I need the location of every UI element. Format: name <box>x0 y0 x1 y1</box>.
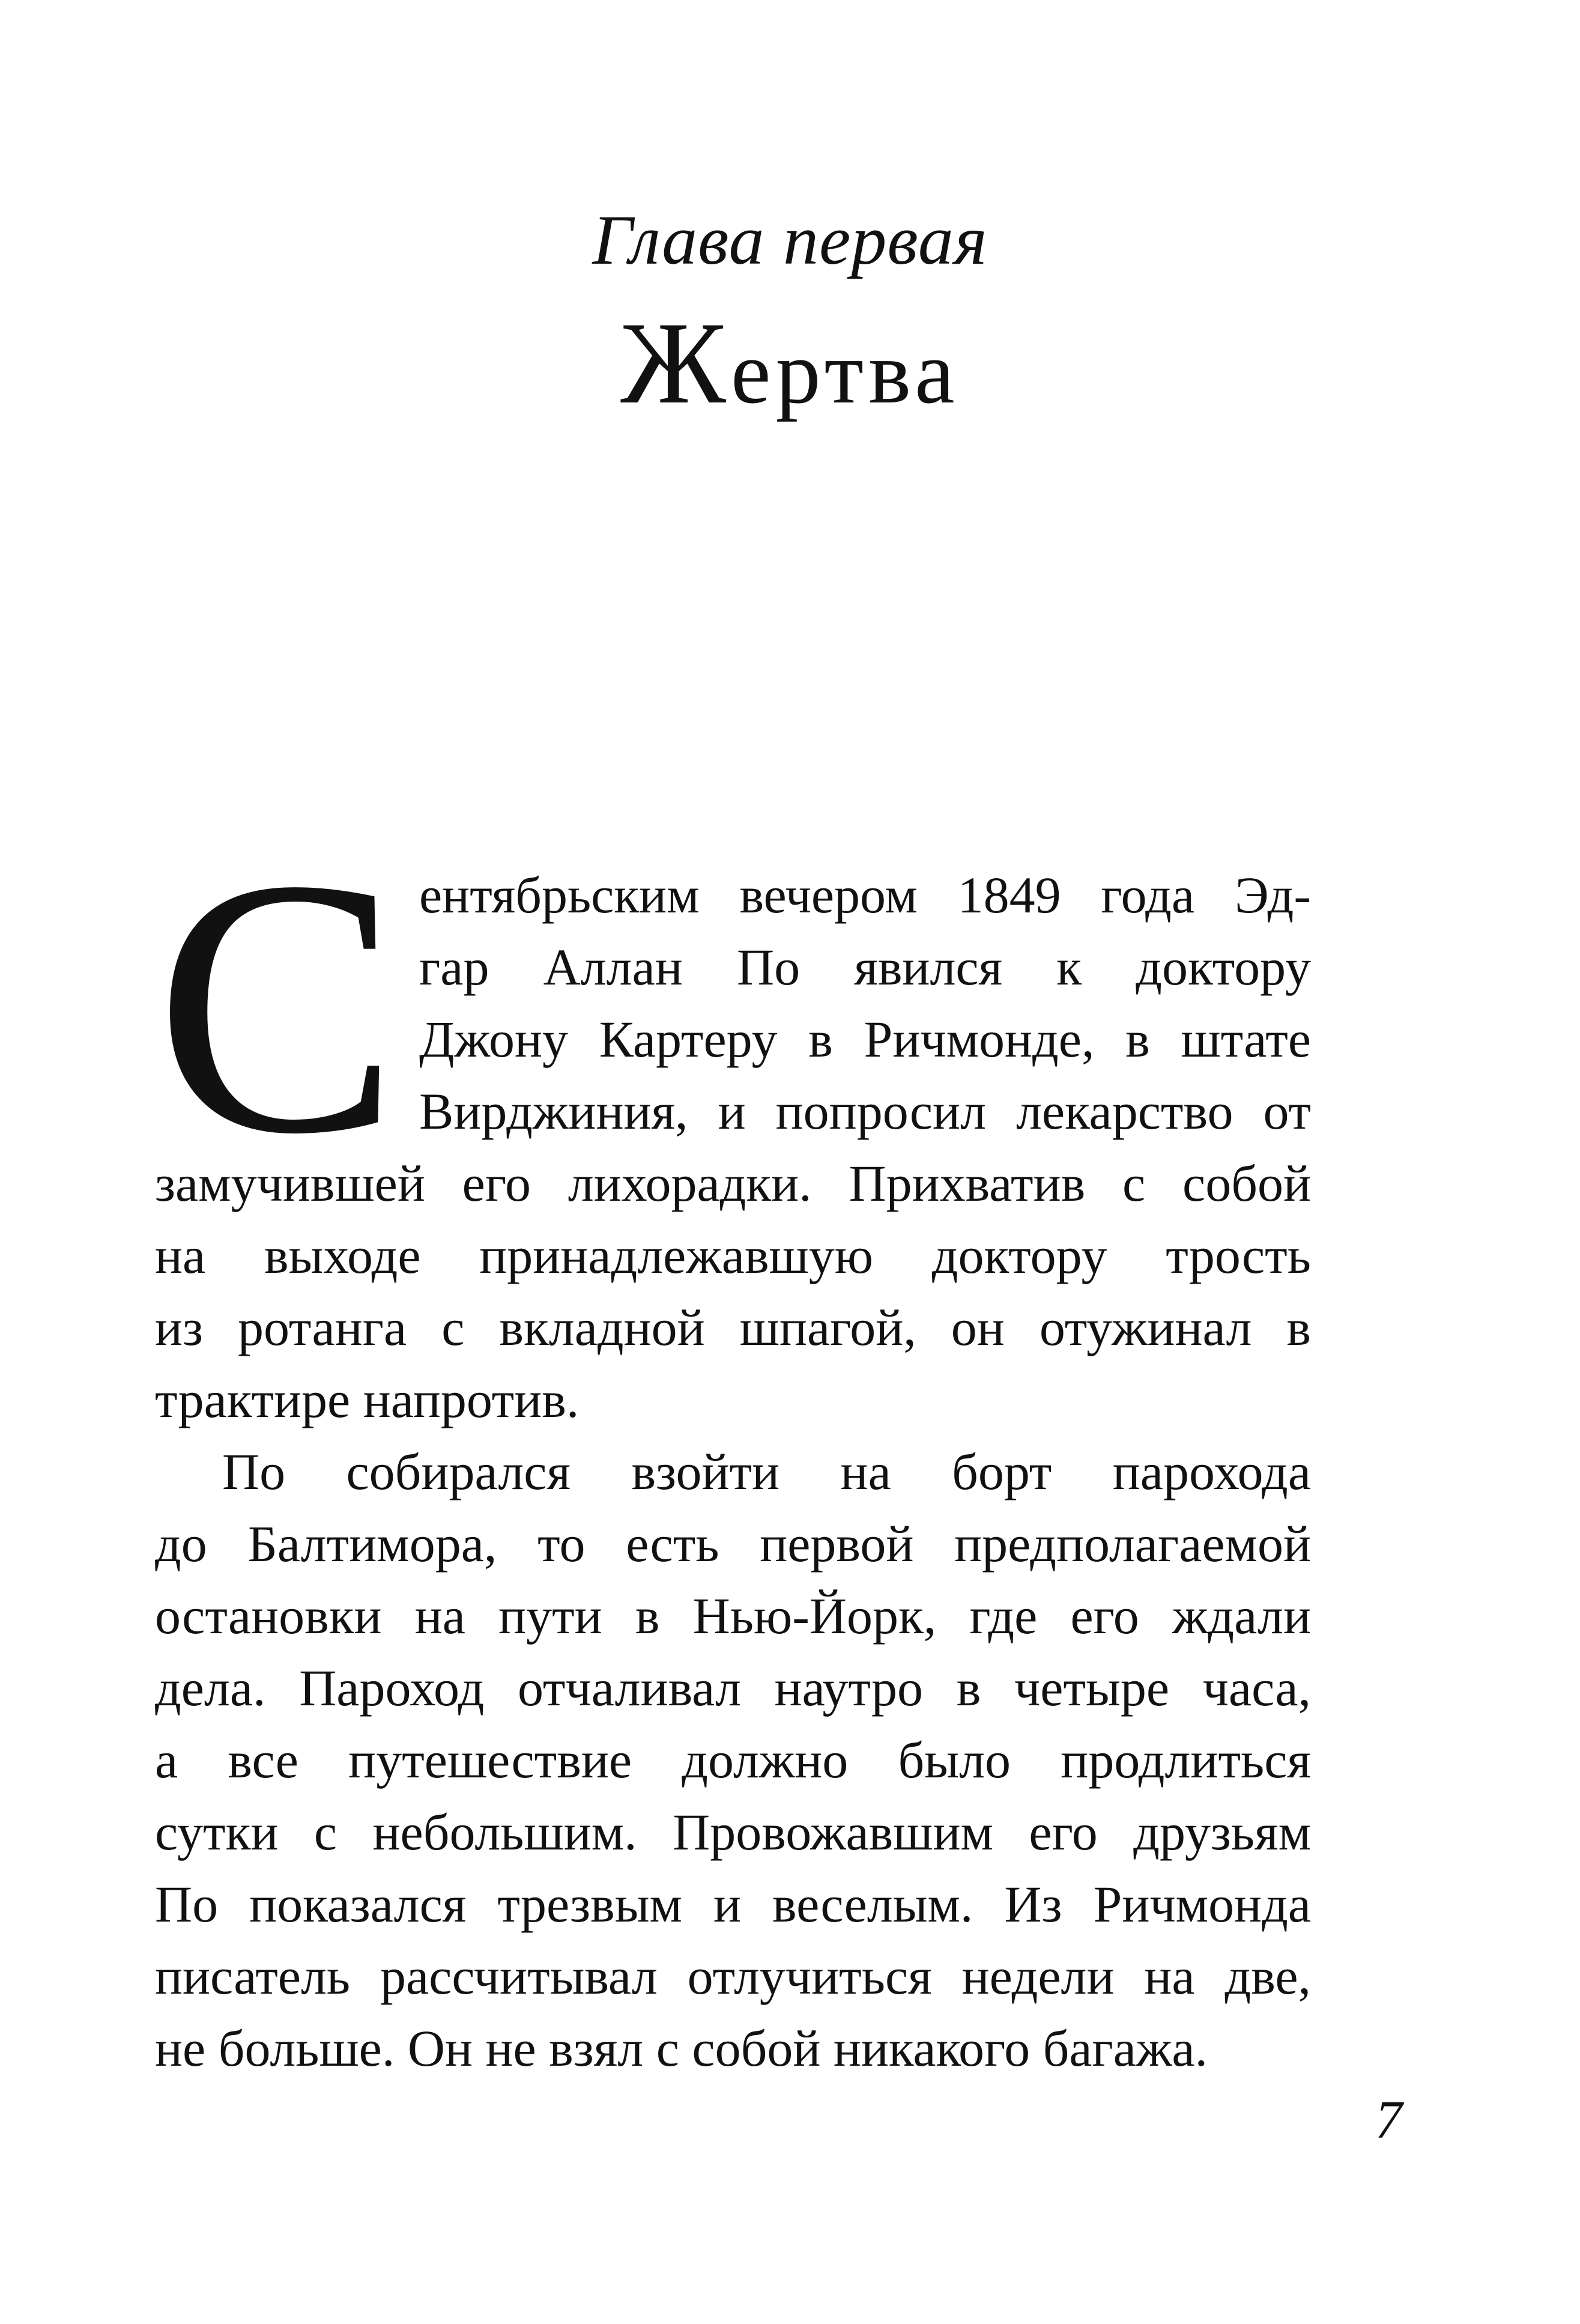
paragraph-1-line: ентябрьским вечером 1849 года Эд- <box>419 866 1311 924</box>
paragraph-1-line: трактире напротив. <box>155 1371 580 1428</box>
paragraph-2-line: По показался трезвым и веселым. Из Ричмонда <box>155 1875 1311 1933</box>
paragraph-2-line: не больше. Он не взял с собой никакого багажа. <box>155 2019 1208 2077</box>
paragraph-2-line: писатель рассчитывал отлучиться недели на две, <box>155 1947 1311 2005</box>
chapter-label: Глава первая <box>592 201 988 279</box>
chapter-title-rest: ертва <box>731 323 960 422</box>
paragraph-2-line: сутки с небольшим. Провожавшим его друзьям <box>155 1803 1311 1861</box>
drop-cap: С <box>155 803 399 1209</box>
paragraph-1-line: на выходе принадлежавшую доктору трость <box>155 1227 1311 1284</box>
chapter-title-initial: Ж <box>620 298 731 428</box>
paragraph-2-line: остановки на пути в Нью-Йорк, где его ждали <box>155 1587 1311 1645</box>
chapter-title <box>0 300 1580 435</box>
paragraph-2-line: дела. Пароход отчаливал наутро в четыре часа, <box>155 1659 1311 1717</box>
paragraph-2-line: до Балтимора, то есть первой предполагаемой <box>155 1515 1311 1573</box>
paragraph-2-line: По собирался взойти на борт парохода <box>222 1443 1311 1500</box>
paragraph-1-line: Вирджиния, и попросил лекарство от <box>419 1082 1311 1140</box>
paragraph-1-line: замучившей его лихорадки. Прихватив с собой <box>155 1154 1311 1212</box>
page-number: 7 <box>1375 2090 1402 2150</box>
paragraph-1-line: Джону Картеру в Ричмонде, в штате <box>419 1010 1311 1068</box>
paragraph-1-line: из ротанга с вкладной шпагой, он отужинал в <box>155 1299 1311 1356</box>
body-text <box>155 859 1311 2084</box>
paragraph-2-line: а все путешествие должно было продлиться <box>155 1731 1311 1789</box>
paragraph-1-line: гар Аллан По явился к доктору <box>419 938 1311 996</box>
